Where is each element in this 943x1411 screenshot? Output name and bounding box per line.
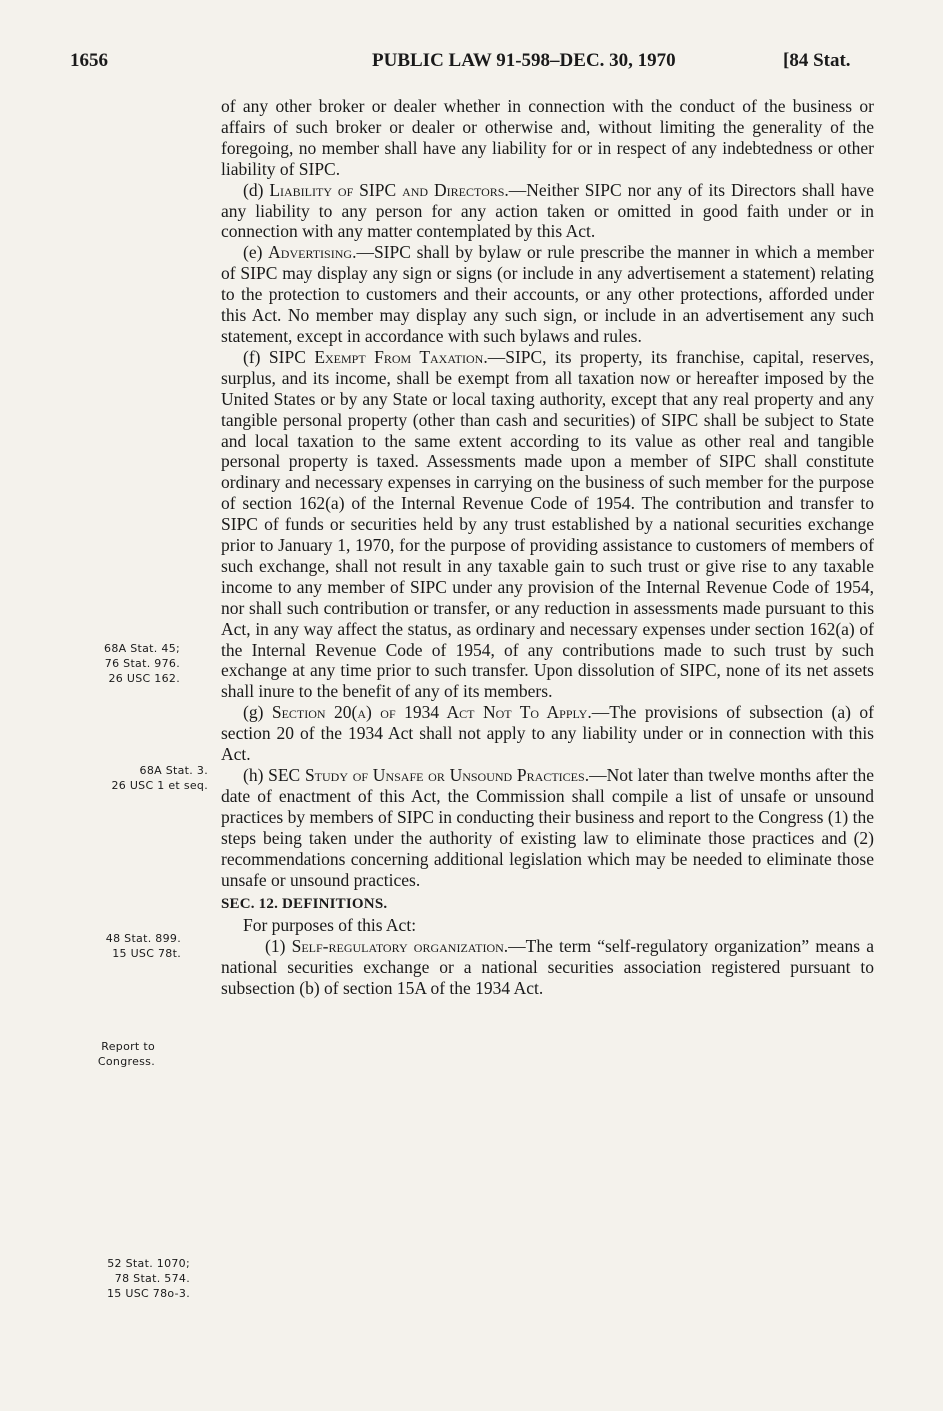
margin-note-tax-citation: 68A Stat. 45; 76 Stat. 976. 26 USC 162. <box>104 642 180 685</box>
definition-1-heading: Self-regulatory organization <box>291 936 504 957</box>
page-number: 1656 <box>70 50 108 71</box>
margin-note-report-to-congress: Report to Congress. <box>97 1040 155 1068</box>
margin-note-1934-act-citation: 48 Stat. 899. 15 USC 78t. <box>105 932 181 960</box>
subsection-f-text: .—SIPC, its property, its franchise, capital, reserves, surplus, and its income, shall be exempt from all taxation now or hereafter imposed by the United States or by any State or local taxing authority, except that any real property and any tangible personal property (other than cash and securities) of SIPC shall be subject to State and local taxation to the same extent according to its value as other real and tangible personal property is taxed. Assessments made upon a member of SIPC shall constitute ordinary and necessary expenses in carrying on the business of such member for the purpose of section 162(a) of the Internal Revenue Code of 1954. The contribution and transfer to SIPC of funds or securities held by any trust established by a national securities exchange prior to January 1, 1970, for the purpose of providing assistance to customers of members of such exchange, shall not result in any taxable gain to such trust or give rise to any taxable income to any member of SIPC under any provision of the Internal Revenue Code of 1954, nor shall such contribution or transfer, or any reduction in assessments made pursuant to this Act, in any way affect the status, as ordinary and necessary expenses under section 162(a) of the Internal Revenue Code of 1954, of any contributions made to such trust by such exchange at any time prior to such transfer. Upon dissolution of SIPC, none of its net assets shall inure to the benefit of any of its members. <box>221 346 874 702</box>
definition-1-text: .—The term “self-regulatory organization” means a national securities exchange or a national securities association registered pursuant to subsection (b) of section 15A of the 1934 Act. <box>221 936 874 999</box>
subsection-e-text: .—SIPC shall by bylaw or rule prescribe the manner in which a member of SIPC may display any sign or signs (or include in any advertisement a statement) relating to the protection to customers and their accounts, or any other protections, afforded under this Act. No member may display any such sign, or include in an advertisement any such statement, except in accordance with such bylaws and rules. <box>221 242 874 346</box>
subsection-e-label: (e) <box>243 242 269 263</box>
section-12-heading: SEC. 12. DEFINITIONS. <box>221 896 388 913</box>
definition-1-label: (1) <box>265 936 292 957</box>
subsection-g-heading: Section 20(a) of 1934 Act Not To Apply <box>271 702 588 723</box>
subsection-h-text: .—Not later than twelve months after the date of enactment of this Act, the Commission shall compile a list of unsafe or unsound practices by members of SIPC in conducting their business and report to the Congress (1) the steps being taken under the authority of existing law to eliminate those practices and (2) recommendations concerning additional legislation which may be needed to eliminate those unsafe or unsound practices. <box>221 765 874 890</box>
subsection-f-label: (f) <box>243 346 269 367</box>
margin-note-irc-citation: 68A Stat. 3. 26 USC 1 et seq. <box>111 764 208 792</box>
subsection-h-heading: Study of Unsafe or Unsound Practices <box>304 765 585 785</box>
subsection-g <box>221 702 874 765</box>
paragraph-continuation: of any other broker or dealer whether in connection with the conduct of the business or affairs of such broker or dealer or otherwise and, without limiting the generality of the foregoing, no member shall have any liability for or in respect of any indebtedness or other liability of SIPC. <box>221 96 874 179</box>
section-12-intro: For purposes of this Act: <box>243 915 417 936</box>
subsection-d-label: (d) <box>243 179 270 200</box>
subsection-h <box>221 765 874 890</box>
body-text <box>221 96 874 999</box>
subsection-e-heading: Advertising <box>268 242 353 263</box>
subsection-g-label: (g) <box>243 702 272 723</box>
subsection-g-text: .—The provisions of subsection (a) of section 20 of the 1934 Act shall not apply to any liability under or in connection with this Act. <box>221 702 874 765</box>
subsection-h-label: (h) SEC <box>243 765 305 785</box>
subsection-d-text: .—Neither SIPC nor any of its Directors shall have any liability to any person for any action taken or omitted in good faith under or in connection with any matter contemplated by this Act. <box>221 179 874 242</box>
statute-reference: [84 Stat. <box>783 50 851 71</box>
running-title: PUBLIC LAW 91-598–DEC. 30, 1970 <box>372 50 676 71</box>
subsection-d <box>221 180 874 243</box>
margin-note-15a-citation: 52 Stat. 1070; 78 Stat. 574. 15 USC 78o-3. <box>107 1257 190 1300</box>
page-header <box>0 50 943 80</box>
subsection-f-heading: SIPC Exempt From Taxation <box>268 346 484 367</box>
subsection-d-heading: Liability of SIPC and Directors <box>269 179 505 200</box>
definition-1 <box>221 936 874 999</box>
subsection-f <box>221 347 874 702</box>
subsection-e <box>221 242 874 347</box>
